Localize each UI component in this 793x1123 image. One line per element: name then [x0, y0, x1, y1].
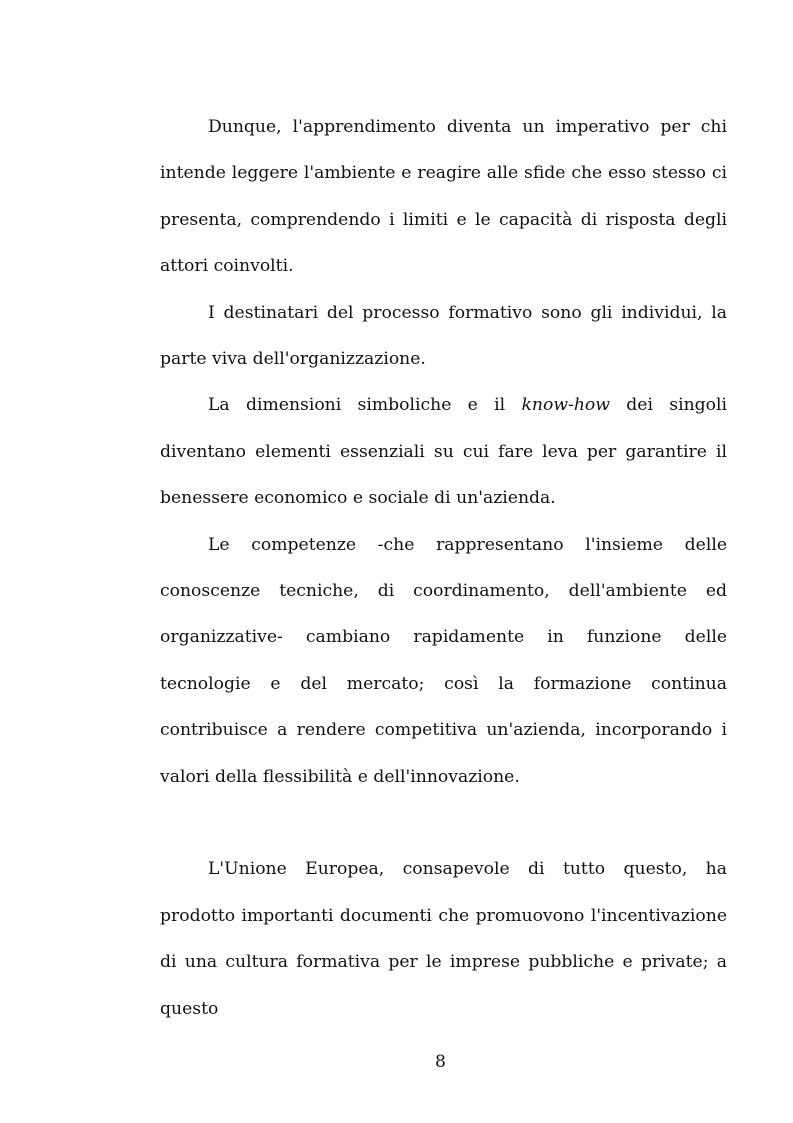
paragraph-gap: [160, 800, 727, 846]
paragraph-unione-europea: L'Unione Europea, consapevole di tutto questo, ha prodotto importanti documenti che promuovono l'incentivazione di una cultura formativa per le imprese pubbliche e private; a questo: [160, 859, 727, 1019]
page-number: 8: [435, 1052, 446, 1072]
paragraph-text: La dimensioni simboliche e il: [208, 395, 522, 416]
paragraph-competenze: Le competenze -che rappresentano l'insieme delle conoscenze tecniche, di coordinamento, dell'ambiente ed organizzative- cambiano rapidamente in funzione delle tecnologie e del mercato; così la formazione continua contribuisce a rendere competitiva un'azienda, incorporando i valori della flessibilità e dell'innovazione.: [160, 534, 727, 787]
paragraph-apprendimento: Dunque, l'apprendimento diventa un imperativo per chi intende leggere l'ambiente e reagire alle sfide che esso stesso ci presenta, comprendendo i limiti e le capacità di risposta degli attori coinvolti.: [160, 117, 727, 277]
document-body: [160, 104, 727, 1032]
paragraph-destinatari: I destinatari del processo formativo sono gli individui, la parte viva dell'organizzazione.: [160, 302, 727, 370]
paragraph-text: dei singoli diventano elementi essenziali su cui fare leva per garantire il benessere economico e sociale di un'azienda.: [160, 395, 727, 509]
paragraph-dimensioni-simboliche: [160, 382, 727, 521]
italic-term: know-how: [521, 395, 610, 416]
